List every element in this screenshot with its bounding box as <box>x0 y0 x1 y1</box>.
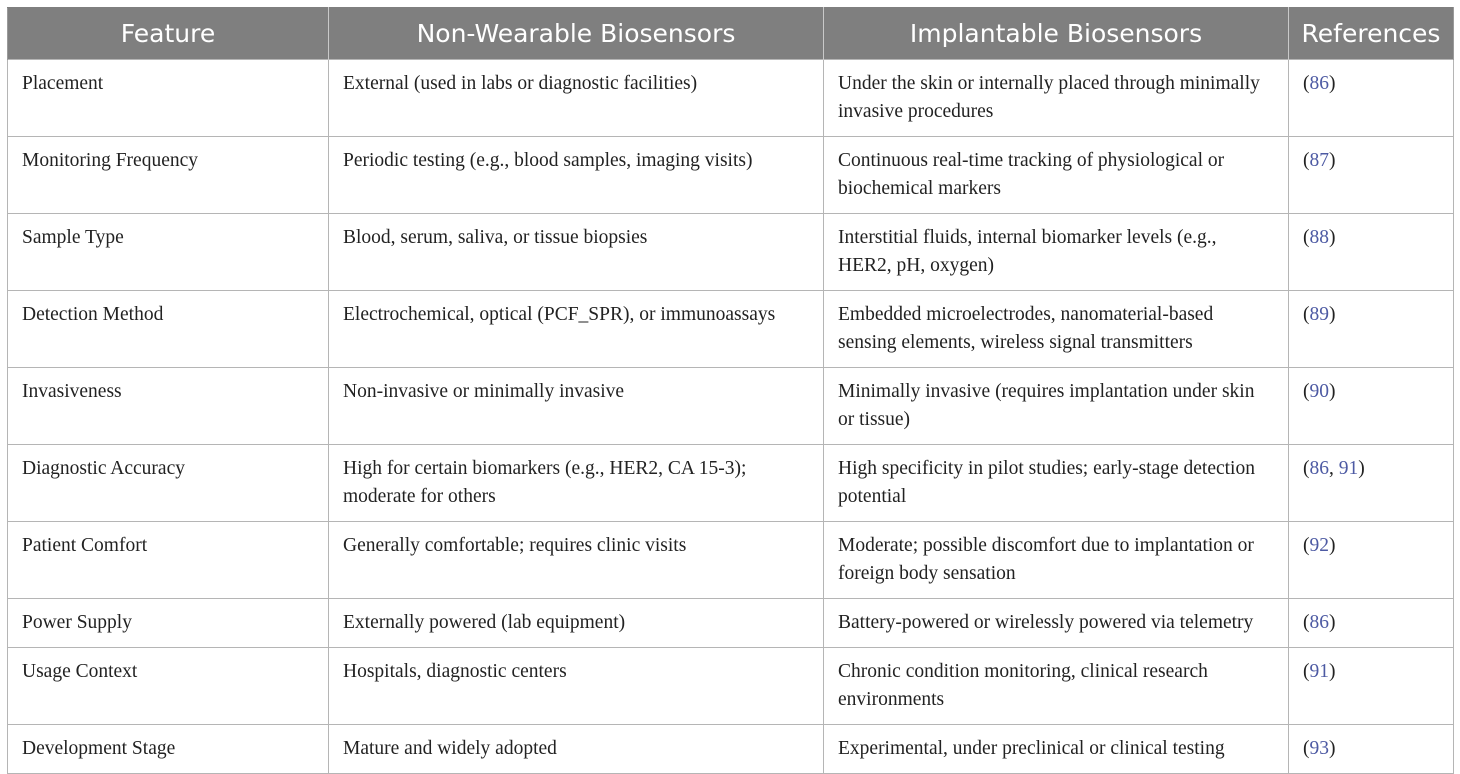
non-wearable-cell: Hospitals, diagnostic centers <box>329 648 824 725</box>
feature-cell: Placement <box>8 60 329 137</box>
implantable-cell: Battery-powered or wirelessly powered via telemetry <box>824 599 1289 648</box>
table-header <box>8 8 1454 60</box>
references-cell: (86) <box>1289 599 1454 648</box>
references-cell: (90) <box>1289 368 1454 445</box>
feature-cell: Development Stage <box>8 725 329 774</box>
non-wearable-cell: Electrochemical, optical (PCF_SPR), or immunoassays <box>329 291 824 368</box>
references-cell: (86, 91) <box>1289 445 1454 522</box>
biosensor-comparison-table <box>7 7 1454 774</box>
implantable-cell: High specificity in pilot studies; early-stage detection potential <box>824 445 1289 522</box>
references-cell: (89) <box>1289 291 1454 368</box>
table-row <box>8 725 1454 774</box>
non-wearable-cell: High for certain biomarkers (e.g., HER2, CA 15-3); moderate for others <box>329 445 824 522</box>
references-cell: (93) <box>1289 725 1454 774</box>
references-cell: (92) <box>1289 522 1454 599</box>
references-cell: (88) <box>1289 214 1454 291</box>
header-non-wearable: Non-Wearable Biosensors <box>329 8 824 60</box>
non-wearable-cell: Non-invasive or minimally invasive <box>329 368 824 445</box>
reference-link[interactable]: 87 <box>1309 150 1329 171</box>
feature-cell: Diagnostic Accuracy <box>8 445 329 522</box>
implantable-cell: Moderate; possible discomfort due to implantation or foreign body sensation <box>824 522 1289 599</box>
table-row <box>8 445 1454 522</box>
feature-cell: Sample Type <box>8 214 329 291</box>
reference-link[interactable]: 91 <box>1309 661 1329 682</box>
non-wearable-cell: Externally powered (lab equipment) <box>329 599 824 648</box>
table-row <box>8 214 1454 291</box>
comparison-table-container <box>7 7 1453 774</box>
feature-cell: Monitoring Frequency <box>8 137 329 214</box>
non-wearable-cell: Generally comfortable; requires clinic visits <box>329 522 824 599</box>
implantable-cell: Chronic condition monitoring, clinical research environments <box>824 648 1289 725</box>
implantable-cell: Experimental, under preclinical or clinical testing <box>824 725 1289 774</box>
reference-link[interactable]: 86 <box>1309 73 1329 94</box>
table-row <box>8 599 1454 648</box>
table-row <box>8 137 1454 214</box>
non-wearable-cell: External (used in labs or diagnostic facilities) <box>329 60 824 137</box>
implantable-cell: Under the skin or internally placed through minimally invasive procedures <box>824 60 1289 137</box>
header-references: References <box>1289 8 1454 60</box>
feature-cell: Detection Method <box>8 291 329 368</box>
header-implantable: Implantable Biosensors <box>824 8 1289 60</box>
non-wearable-cell: Mature and widely adopted <box>329 725 824 774</box>
table-body <box>8 60 1454 774</box>
header-row <box>8 8 1454 60</box>
table-row <box>8 291 1454 368</box>
implantable-cell: Minimally invasive (requires implantation under skin or tissue) <box>824 368 1289 445</box>
reference-link[interactable]: 88 <box>1309 227 1329 248</box>
references-cell: (86) <box>1289 60 1454 137</box>
feature-cell: Invasiveness <box>8 368 329 445</box>
reference-link[interactable]: 86 <box>1309 458 1329 479</box>
implantable-cell: Interstitial fluids, internal biomarker levels (e.g., HER2, pH, oxygen) <box>824 214 1289 291</box>
feature-cell: Power Supply <box>8 599 329 648</box>
reference-link[interactable]: 92 <box>1309 535 1329 556</box>
table-row <box>8 648 1454 725</box>
reference-link[interactable]: 89 <box>1309 304 1329 325</box>
feature-cell: Patient Comfort <box>8 522 329 599</box>
header-feature: Feature <box>8 8 329 60</box>
implantable-cell: Continuous real-time tracking of physiological or biochemical markers <box>824 137 1289 214</box>
non-wearable-cell: Blood, serum, saliva, or tissue biopsies <box>329 214 824 291</box>
references-cell: (87) <box>1289 137 1454 214</box>
feature-cell: Usage Context <box>8 648 329 725</box>
implantable-cell: Embedded microelectrodes, nanomaterial-based sensing elements, wireless signal transmitters <box>824 291 1289 368</box>
table-row <box>8 368 1454 445</box>
reference-link[interactable]: 91 <box>1338 458 1359 479</box>
references-cell: (91) <box>1289 648 1454 725</box>
table-row <box>8 522 1454 599</box>
non-wearable-cell: Periodic testing (e.g., blood samples, imaging visits) <box>329 137 824 214</box>
reference-link[interactable]: 90 <box>1309 381 1329 402</box>
table-row <box>8 60 1454 137</box>
reference-link[interactable]: 93 <box>1309 738 1329 759</box>
reference-link[interactable]: 86 <box>1309 612 1329 633</box>
